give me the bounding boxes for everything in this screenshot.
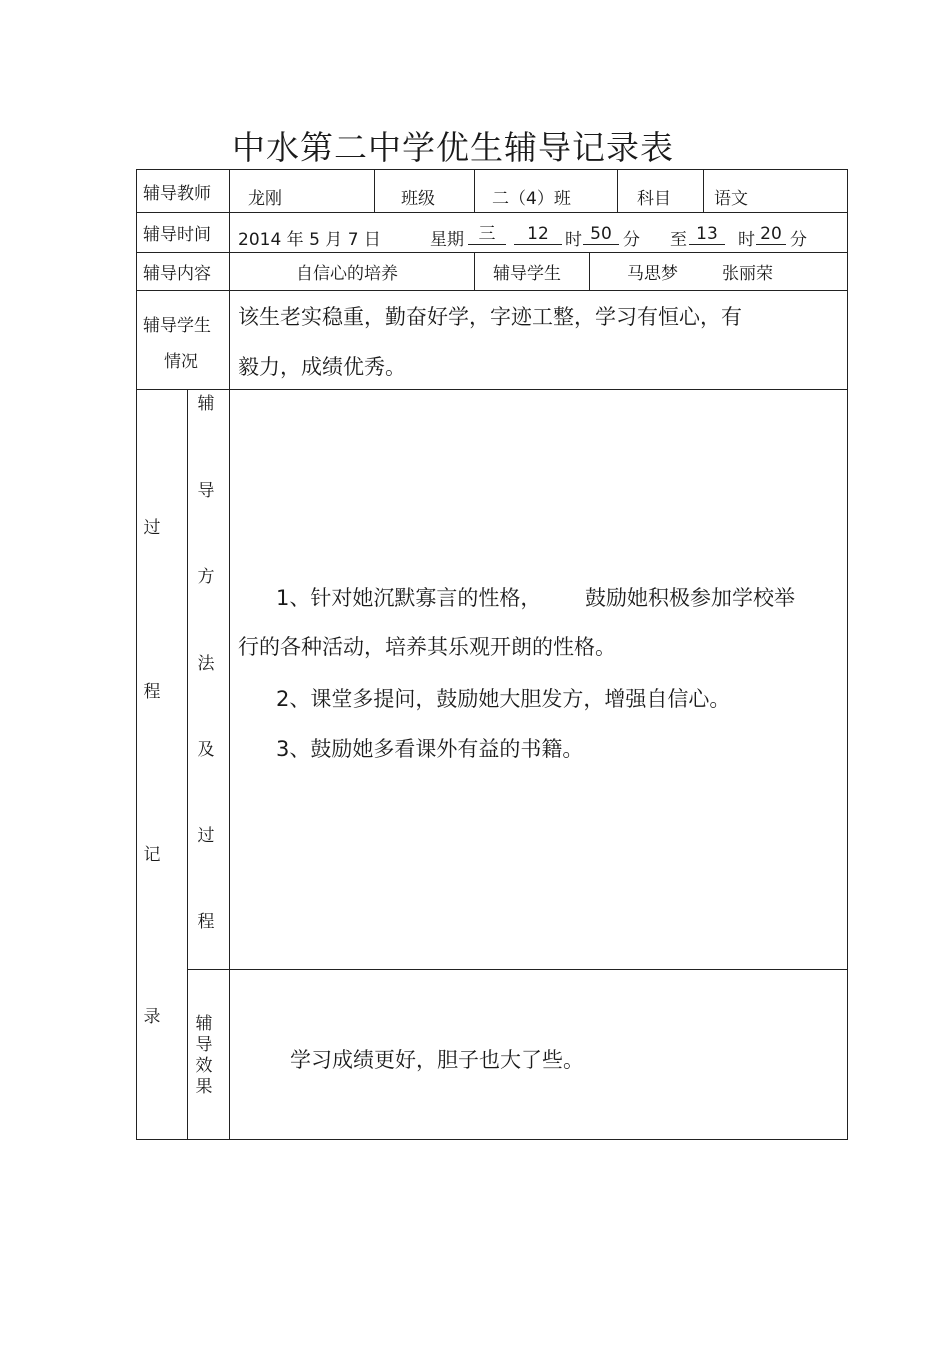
record-label-char-1: 过 — [143, 518, 161, 538]
table-left-border — [136, 169, 137, 1140]
row-divider-2 — [136, 252, 848, 253]
end-min-label: 分 — [790, 230, 807, 250]
record-label-char-3: 记 — [143, 845, 161, 865]
start-min-value: 50 — [583, 224, 619, 245]
situation-label-line1: 辅导学生 — [143, 316, 211, 336]
effect-text: 学习成绩更好，胆子也大了些。 — [290, 1048, 584, 1072]
method-label-char-7: 程 — [197, 912, 215, 932]
end-hour-label: 时 — [738, 230, 755, 250]
table-top-border — [136, 169, 848, 170]
content-label: 辅导内容 — [143, 264, 211, 284]
student-2: 张丽荣 — [722, 264, 773, 284]
method-line-4: 3、鼓励她多看课外有益的书籍。 — [276, 737, 584, 761]
content-value: 自信心的培养 — [296, 264, 398, 284]
to-label: 至 — [670, 230, 687, 250]
weekday-value: 三 — [468, 224, 506, 245]
method-label-char-3: 方 — [197, 567, 215, 587]
table-right-border — [847, 169, 848, 1140]
teacher-label: 辅导教师 — [143, 184, 211, 204]
method-line-1b: 鼓励她积极参加学校举 — [585, 586, 795, 610]
row3-divider-a — [474, 252, 475, 290]
effect-label-char-1: 辅 — [195, 1014, 213, 1034]
row-divider-3 — [136, 290, 848, 291]
weekday-label: 星期 — [430, 230, 464, 250]
end-hour-value: 13 — [689, 224, 725, 245]
teacher-value: 龙刚 — [248, 189, 282, 209]
method-line-3: 2、课堂多提问，鼓励她大胆发方，增强自信心。 — [276, 687, 731, 711]
row1-divider-b — [474, 169, 475, 212]
method-label-char-4: 法 — [197, 654, 215, 674]
method-label-char-1: 辅 — [197, 394, 215, 414]
situation-text-line2: 毅力，成绩优秀。 — [238, 355, 406, 379]
row-divider-1 — [136, 212, 848, 213]
label-column-divider — [229, 169, 230, 1140]
record-label-char-4: 录 — [143, 1007, 161, 1027]
page-title: 中水第二中学优生辅导记录表 — [232, 128, 674, 167]
method-label-char-2: 导 — [197, 481, 215, 501]
start-hour-value: 12 — [514, 224, 562, 245]
method-label-char-5: 及 — [197, 740, 215, 760]
record-label-char-2: 程 — [143, 682, 161, 702]
method-line-1a: 1、针对她沉默寡言的性格， — [276, 586, 542, 610]
row1-divider-d — [703, 169, 704, 212]
subject-label: 科目 — [637, 189, 671, 209]
record-inner-divider — [187, 389, 188, 1140]
row3-divider-b — [589, 252, 590, 290]
row1-divider-a — [374, 169, 375, 212]
method-line-2: 行的各种活动，培养其乐观开朗的性格。 — [238, 635, 616, 659]
situation-text-line1: 该生老实稳重，勤奋好学，字迹工整，学习有恒心，有 — [238, 305, 742, 329]
date-value: 2014 年 5 月 7 日 — [238, 230, 381, 250]
method-effect-divider — [187, 969, 848, 970]
class-label: 班级 — [401, 189, 435, 209]
table-bottom-border — [136, 1139, 848, 1140]
end-min-value: 20 — [756, 224, 786, 245]
situation-label-line2: 情况 — [164, 352, 198, 372]
start-min-label: 分 — [623, 230, 640, 250]
effect-label-char-2: 导 — [195, 1035, 213, 1055]
time-label: 辅导时间 — [143, 225, 211, 245]
effect-label-char-3: 效 — [195, 1056, 213, 1076]
method-label-char-6: 过 — [197, 826, 215, 846]
subject-value: 语文 — [714, 189, 748, 209]
class-value: 二（4）班 — [492, 189, 571, 209]
student-label: 辅导学生 — [493, 264, 561, 284]
start-hour-label: 时 — [565, 230, 582, 250]
student-1: 马思梦 — [627, 264, 678, 284]
row1-divider-c — [617, 169, 618, 212]
row-divider-4 — [136, 389, 848, 390]
effect-label-char-4: 果 — [195, 1077, 213, 1097]
effect-label — [192, 1014, 216, 1098]
